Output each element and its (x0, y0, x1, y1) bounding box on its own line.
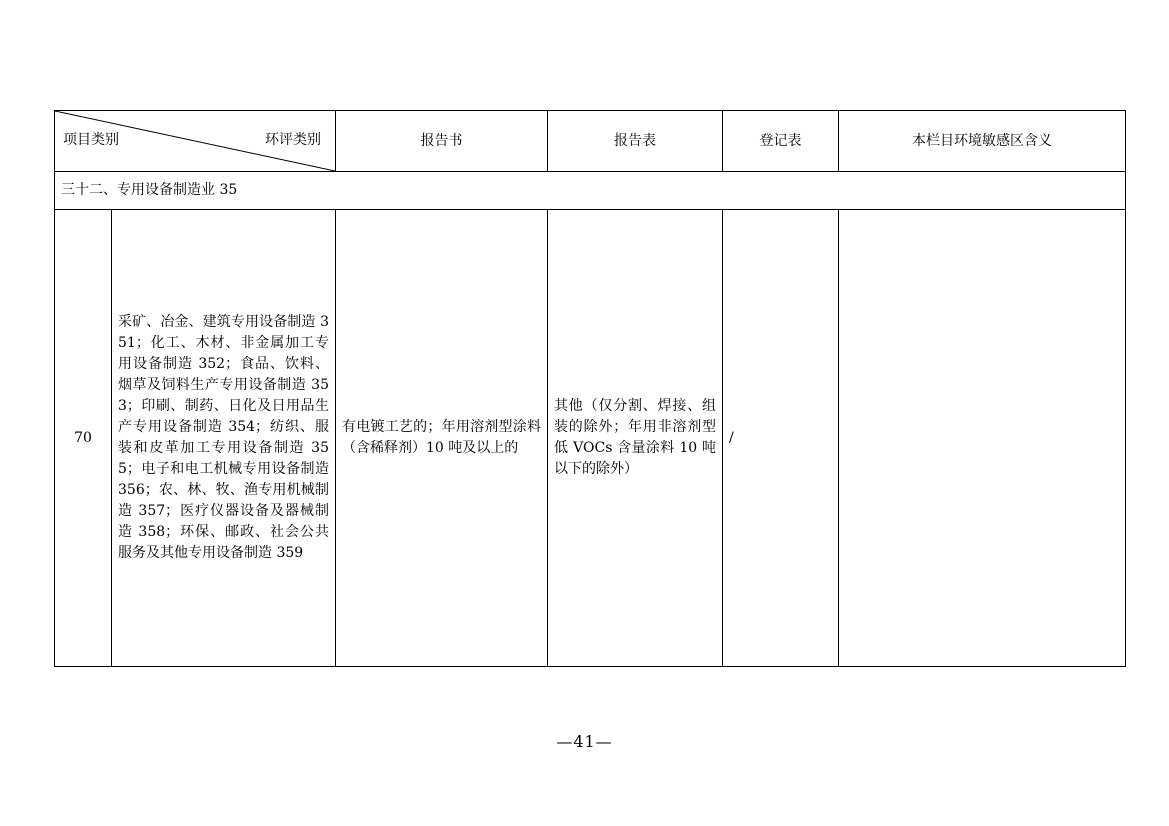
category-title: 三十二、专用设备制造业 35 (55, 172, 1126, 210)
row-sensitive-area (839, 210, 1126, 667)
row-number: 70 (55, 210, 112, 667)
row-registration-form: / (723, 210, 839, 667)
table-header-row (55, 111, 1126, 172)
classification-table (54, 110, 1126, 667)
header-report-book: 报告书 (336, 111, 548, 172)
row-report-form: 其他（仅分割、焊接、组装的除外；年用非溶剂型低 VOCs 含量涂料 10 吨以下的除外） (548, 210, 723, 667)
header-diagonal-cell (55, 111, 336, 172)
table-row (55, 210, 1126, 667)
header-eia-category: 环评类别 (265, 132, 321, 148)
row-item-description: 采矿、冶金、建筑专用设备制造 351；化工、木材、非金属加工专用设备制造 352；食品、饮料、烟草及饲料生产专用设备制造 353；印刷、制药、日化及日用品生产专用设备制造 354；纺织、服装和皮革加工专用设备制造 355；电子和电工机械专用设备制造 356；农、林、牧、渔专用机械制造 357；医疗仪器设备及器械制造 358；环保、邮政、社会公共服务及其他专用设备制造 359 (112, 210, 336, 667)
header-sensitive-area: 本栏目环境敏感区含义 (839, 111, 1126, 172)
page-number: —41— (556, 732, 613, 751)
row-report-book: 有电镀工艺的；年用溶剂型涂料（含稀释剂）10 吨及以上的 (336, 210, 548, 667)
header-project-category: 项目类别 (63, 132, 119, 148)
header-registration-form: 登记表 (723, 111, 839, 172)
header-report-form: 报告表 (548, 111, 723, 172)
category-row (55, 172, 1126, 210)
